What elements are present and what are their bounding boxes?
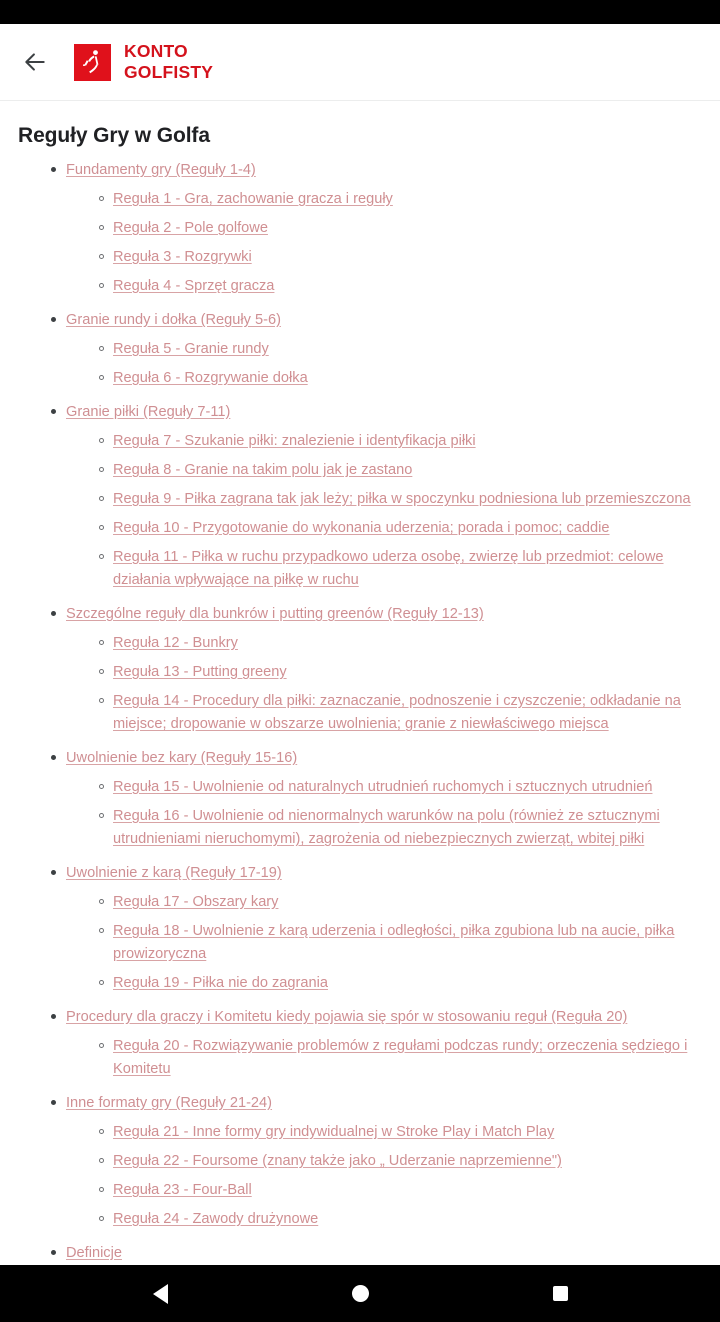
android-nav-bar [0,1265,720,1322]
toc-rule-link[interactable]: Reguła 13 - Putting greeny [113,664,287,680]
toc-rule-link[interactable]: Reguła 8 - Granie na takim polu jak je zastano [113,462,413,478]
toc-rule-item [66,690,710,736]
toc-rule-item [66,367,710,390]
bullet-circle-icon [99,438,104,443]
toc-rule-link[interactable]: Reguła 1 - Gra, zachowanie gracza i reguły [113,191,393,207]
toc-rule-link[interactable]: Reguła 21 - Inne formy gry indywidualnej w Stroke Play i Match Play [113,1124,555,1140]
toc-rule-item [66,891,710,914]
toc-rule-link[interactable]: Reguła 15 - Uwolnienie od naturalnych utrudnień ruchomych i sztucznych utrudnień [113,779,653,795]
brand-line-1: KONTO [124,41,188,61]
toc-section [0,401,710,592]
toc-rule-link[interactable]: Reguła 4 - Sprzęt gracza [113,278,275,294]
toc-sublist [66,891,710,995]
toc-sublist [66,1121,710,1231]
toc-rule-item [66,459,710,482]
toc-rule-item [66,188,710,211]
toc-section [0,1092,710,1231]
bullet-circle-icon [99,1187,104,1192]
bullet-disc-icon [51,755,56,760]
toc-section-link[interactable]: Granie rundy i dołka (Reguły 5-6) [66,312,281,328]
bullet-circle-icon [99,467,104,472]
nav-back-button[interactable] [130,1274,190,1314]
bullet-disc-icon [51,167,56,172]
toc-rule-link[interactable]: Reguła 6 - Rozgrywanie dołka [113,370,308,386]
toc-section-link[interactable]: Procedury dla graczy i Komitetu kiedy pojawia się spór w stosowaniu reguł (Reguła 20) [66,1009,628,1025]
toc-section-link[interactable]: Fundamenty gry (Reguły 1-4) [66,162,256,178]
toc-section [0,1242,710,1265]
bullet-circle-icon [99,1216,104,1221]
toc-rule-link[interactable]: Reguła 10 - Przygotowanie do wykonania uderzenia; porada i pomoc; caddie [113,520,610,536]
toc-rule-item [66,1121,710,1144]
bullet-circle-icon [99,1043,104,1048]
toc-rule-link[interactable]: Reguła 23 - Four-Ball [113,1182,252,1198]
bullet-circle-icon [99,784,104,789]
toc-rule-link[interactable]: Reguła 22 - Foursome (znany także jako „ Uderzanie naprzemienne") [113,1153,562,1169]
bullet-disc-icon [51,1100,56,1105]
bullet-circle-icon [99,669,104,674]
bullet-circle-icon [99,346,104,351]
toc-rule-item [66,488,710,511]
toc-rule-item [66,246,710,269]
toc-section-link[interactable]: Definicje [66,1245,122,1261]
nav-home-button[interactable] [330,1274,390,1314]
bullet-disc-icon [51,409,56,414]
nav-recents-button[interactable] [530,1274,590,1314]
toc-rule-item [66,217,710,240]
toc-section [0,603,710,736]
golfer-silhouette-icon [74,44,111,81]
toc-rule-item [66,430,710,453]
toc-rule-link[interactable]: Reguła 17 - Obszary kary [113,894,279,910]
toc-rule-item [66,1208,710,1231]
brand-logo[interactable] [74,43,213,81]
square-recents-icon [553,1286,568,1301]
toc-section [0,1006,710,1081]
toc-rule-item [66,517,710,540]
bullet-circle-icon [99,554,104,559]
bullet-circle-icon [99,813,104,818]
toc-rule-link[interactable]: Reguła 20 - Rozwiązywanie problemów z regułami podczas rundy; orzeczenia sędziego i Komitetu [113,1038,688,1077]
toc-section-link[interactable]: Uwolnienie bez kary (Reguły 15-16) [66,750,298,766]
toc-section [0,862,710,995]
toc-rule-item [66,920,710,966]
toc-rule-link[interactable]: Reguła 5 - Granie rundy [113,341,269,357]
toc-section-link[interactable]: Inne formaty gry (Reguły 21-24) [66,1095,273,1111]
status-bar [0,0,720,24]
bullet-circle-icon [99,980,104,985]
toc-section-link[interactable]: Uwolnienie z karą (Reguły 17-19) [66,865,282,881]
toc-rule-item [66,972,710,995]
table-of-contents [0,159,710,1265]
bullet-circle-icon [99,225,104,230]
toc-rule-link[interactable]: Reguła 16 - Uwolnienie od nienormalnych warunków na polu (również ze sztucznymi utrudnieniami nieruchomymi), zagrożenia od niebezpiecznych zwierząt, wbitej piłki [113,808,660,847]
bullet-disc-icon [51,317,56,322]
brand-line-2: GOLFISTY [124,61,214,82]
arrow-left-icon [22,49,48,75]
bullet-circle-icon [99,899,104,904]
toc-sublist [66,188,710,298]
toc-sublist [66,1035,710,1081]
toc-rule-link[interactable]: Reguła 11 - Piłka w ruchu przypadkowo uderza osobę, zwierzę lub przedmiot: celowe działania wpływające na piłkę w ruchu [113,549,664,588]
toc-rule-item [66,805,710,851]
toc-rule-link[interactable]: Reguła 24 - Zawody drużynowe [113,1211,319,1227]
circle-home-icon [352,1285,369,1302]
toc-rule-item [66,661,710,684]
toc-section-link[interactable]: Szczególne reguły dla bunkrów i putting greenów (Reguły 12-13) [66,606,484,622]
bullet-disc-icon [51,1014,56,1019]
toc-section [0,747,710,851]
bullet-circle-icon [99,375,104,380]
bullet-circle-icon [99,254,104,259]
toc-rule-link[interactable]: Reguła 18 - Uwolnienie z karą uderzenia i odległości, piłka zgubiona lub na aucie, piłka prowizoryczna [113,923,675,962]
back-button[interactable] [14,41,56,83]
toc-rule-item [66,1035,710,1081]
toc-rule-item [66,1150,710,1173]
toc-section [0,309,710,390]
toc-rule-link[interactable]: Reguła 2 - Pole golfowe [113,220,268,236]
toc-rule-item [66,546,710,592]
bullet-circle-icon [99,1129,104,1134]
triangle-back-icon [153,1284,168,1304]
bullet-circle-icon [99,525,104,530]
app-header [0,24,720,101]
bullet-circle-icon [99,196,104,201]
toc-sublist [66,430,710,592]
bullet-disc-icon [51,1250,56,1255]
toc-rule-link[interactable]: Reguła 9 - Piłka zagrana tak jak leży; piłka w spoczynku podniesiona lub przemieszczona [113,491,691,507]
bullet-disc-icon [51,611,56,616]
toc-section-link[interactable]: Granie piłki (Reguły 7-11) [66,404,231,420]
bullet-circle-icon [99,1158,104,1163]
toc-rule-item [66,1179,710,1202]
toc-sublist [66,338,710,390]
toc-rule-item [66,338,710,361]
bullet-circle-icon [99,928,104,933]
bullet-circle-icon [99,640,104,645]
toc-rule-link[interactable]: Reguła 7 - Szukanie piłki: znalezienie i identyfikacja piłki [113,433,476,449]
toc-rule-item [66,632,710,655]
toc-rule-link[interactable]: Reguła 19 - Piłka nie do zagrania [113,975,328,991]
toc-sublist [66,632,710,736]
toc-section [0,159,710,298]
toc-rule-item [66,776,710,799]
bullet-circle-icon [99,698,104,703]
page-title: Reguły Gry w Golfa [18,124,210,147]
bullet-circle-icon [99,496,104,501]
toc-rule-link[interactable]: Reguła 12 - Bunkry [113,635,238,651]
toc-rule-link[interactable]: Reguła 3 - Rozgrywki [113,249,252,265]
toc-rule-link[interactable]: Reguła 14 - Procedury dla piłki: zaznaczanie, podnoszenie i czyszczenie; odkładanie na miejsce; dropowanie w obszarze uwolnienia; granie z niewłaściwego miejsca [113,693,681,732]
toc-rule-item [66,275,710,298]
page-content [0,101,720,1265]
bullet-disc-icon [51,870,56,875]
bullet-circle-icon [99,283,104,288]
toc-sublist [66,776,710,851]
